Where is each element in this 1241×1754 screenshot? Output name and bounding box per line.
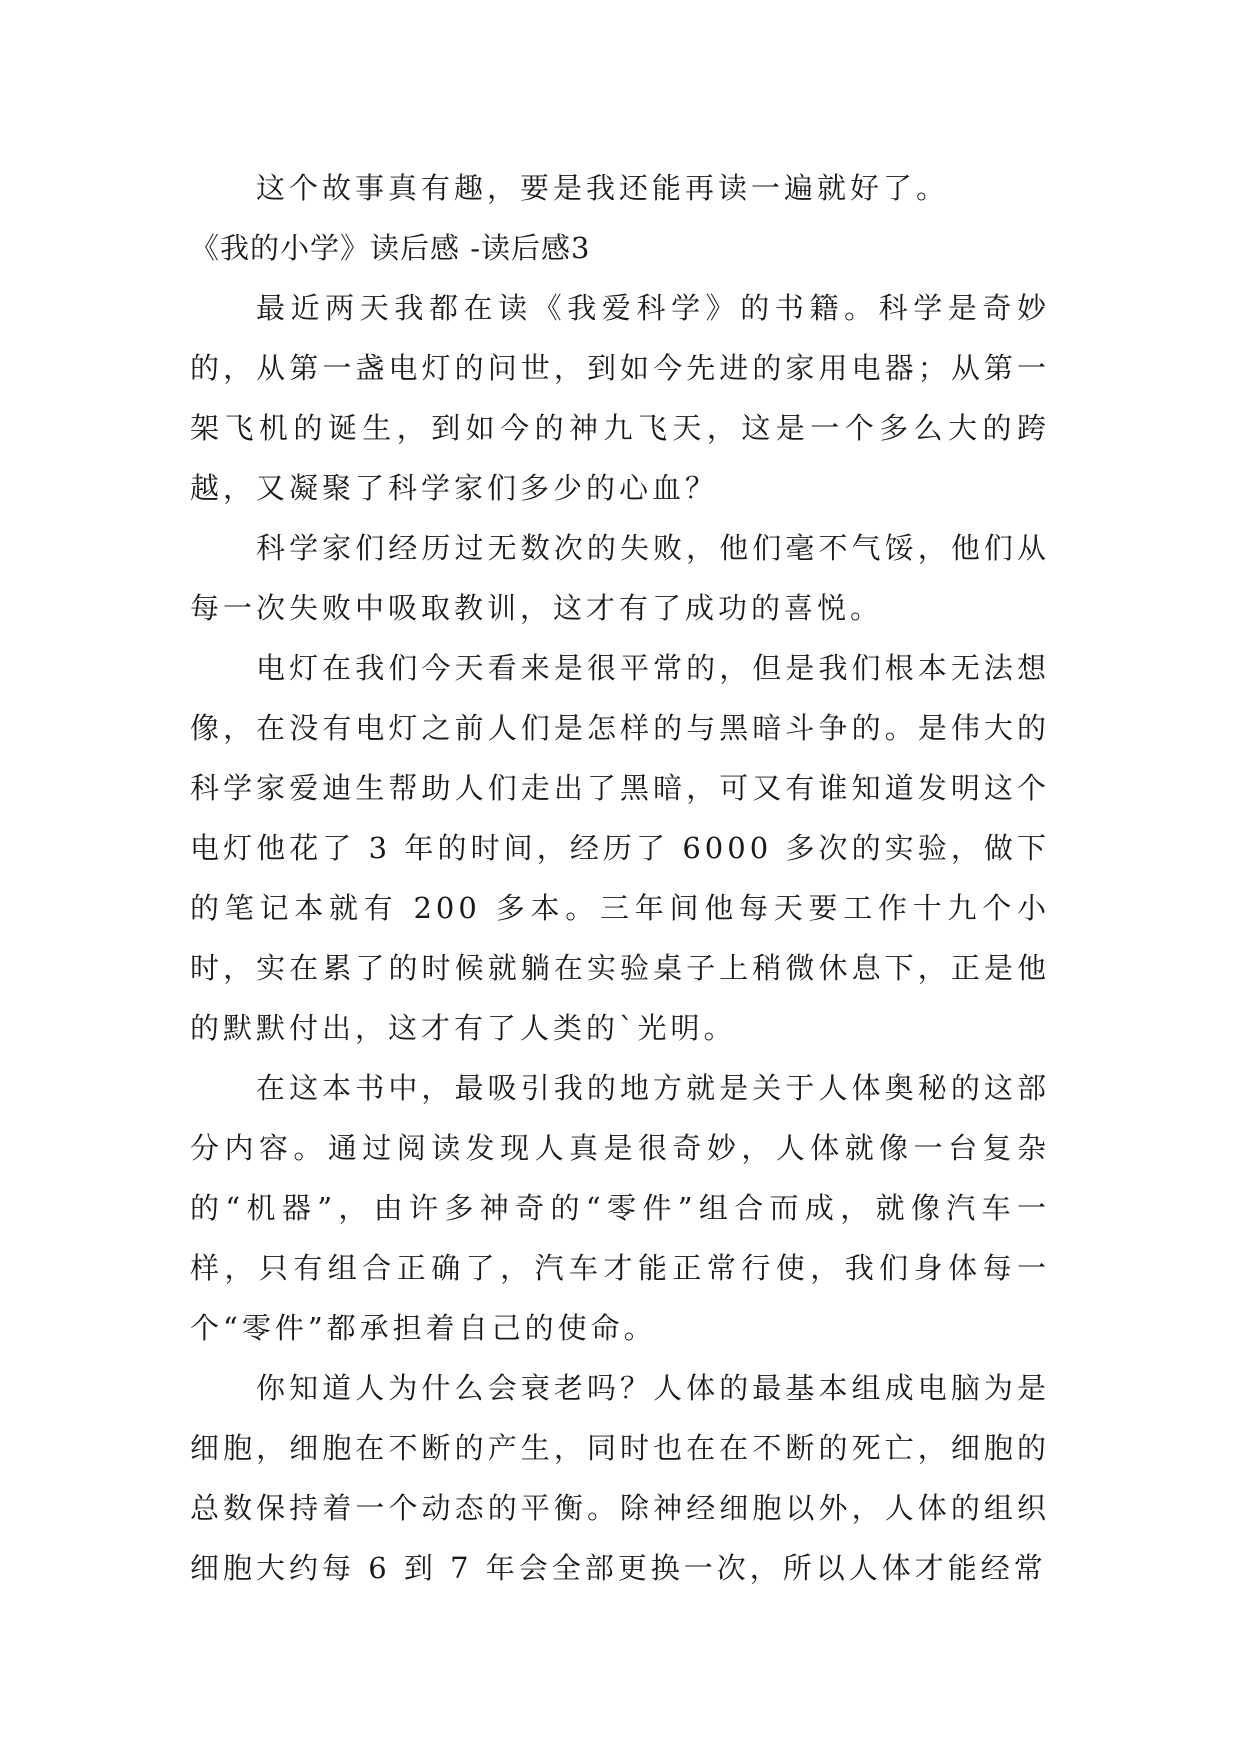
paragraph-3: 电灯在我们今天看来是很平常的，但是我们根本无法想像，在没有电灯之前人们是怎样的与黑暗斗争的。是伟大的科学家爱迪生帮助人们走出了黑暗，可又有谁知道发明这个电灯他花了 3 年的时间，经历了 6000 多次的实验，做下的笔记本就有 200 多本。三年间他每天要工作十九个小时，实在累了的时候就躺在实验桌子上稍微休息下，正是他的默默付出，这才有了人类的`光明。 bbox=[190, 651, 1050, 1045]
paragraph-1: 最近两天我都在读《我爱科学》的书籍。科学是奇妙的，从第一盏电灯的问世，到如今先进的家用电器；从第一架飞机的诞生，到如今的神九飞天，这是一个多么大的跨越，又凝聚了科学家们多少的心血？ bbox=[190, 291, 1050, 505]
document-body bbox=[190, 158, 1050, 1598]
section-title: 《我的小学》读后感 -读后感3 bbox=[190, 231, 591, 265]
paragraph-4: 在这本书中，最吸引我的地方就是关于人体奥秘的这部分内容。通过阅读发现人真是很奇妙，人体就像一台复杂的“机器”，由许多神奇的“零件”组合而成，就像汽车一样，只有组合正确了，汽车才能正常行使，我们身体每一个“零件”都承担着自己的使命。 bbox=[190, 1071, 1050, 1345]
paragraph-5: 你知道人为什么会衰老吗？人体的最基本组成电脑为是细胞，细胞在不断的产生，同时也在在不断的死亡，细胞的总数保持着一个动态的平衡。除神经细胞以外，人体的组织细胞大约每 6 到 7 年会全部更换一次，所以人体才能经常 bbox=[190, 1371, 1050, 1585]
opening-line: 这个故事真有趣，要是我还能再读一遍就好了。 bbox=[256, 171, 950, 205]
paragraph-2: 科学家们经历过无数次的失败，他们毫不气馁，他们从每一次失败中吸取教训，这才有了成功的喜悦。 bbox=[190, 531, 1050, 625]
